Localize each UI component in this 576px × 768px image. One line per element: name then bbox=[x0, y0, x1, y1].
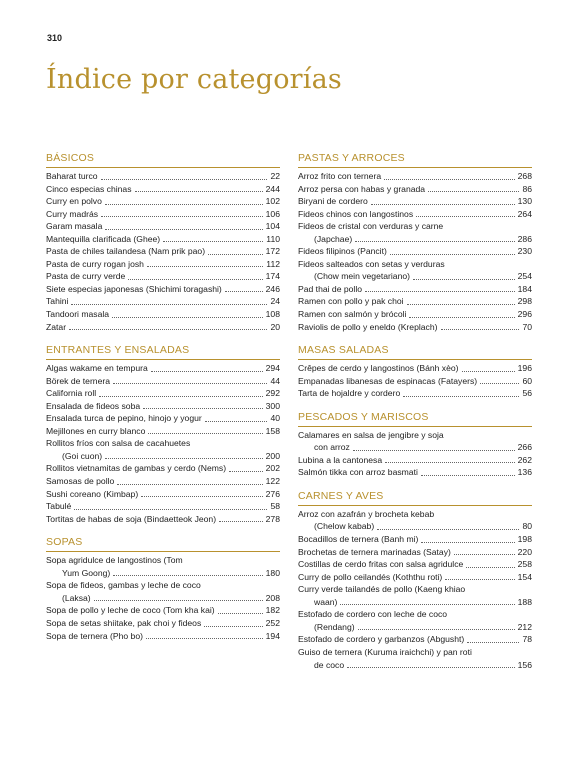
index-entry bbox=[298, 387, 532, 400]
index-entry bbox=[298, 466, 532, 479]
dot-leader bbox=[403, 396, 519, 397]
dot-leader bbox=[148, 433, 262, 434]
entry-name: Costillas de cerdo fritas con salsa agridulce bbox=[298, 559, 464, 570]
section-heading: PASTAS Y ARROCES bbox=[298, 152, 532, 168]
page-ref: 20 bbox=[270, 321, 280, 332]
entry-name: Sopa de ternera (Pho bo) bbox=[46, 630, 143, 641]
dot-leader bbox=[340, 604, 514, 605]
index-entry bbox=[46, 170, 280, 183]
section-heading: MASAS SALADAS bbox=[298, 344, 532, 360]
dot-leader bbox=[467, 642, 519, 643]
dot-leader bbox=[225, 291, 263, 292]
entry-name: (Chow mein vegetariano) bbox=[314, 271, 411, 282]
index-entry bbox=[46, 375, 280, 388]
index-entry bbox=[298, 183, 532, 196]
entry-name-line1: Curry verde tailandés de pollo (Kaeng khiao bbox=[298, 584, 466, 595]
dot-leader bbox=[421, 542, 514, 543]
dot-leader bbox=[71, 304, 267, 305]
page-ref: 156 bbox=[517, 659, 532, 670]
entry-name: Pasta de curry verde bbox=[46, 271, 126, 282]
page-ref: 220 bbox=[517, 546, 532, 557]
page-ref: 56 bbox=[522, 388, 532, 399]
index-entry bbox=[298, 608, 532, 633]
index-entry bbox=[298, 571, 532, 584]
index-entry bbox=[298, 258, 532, 283]
dot-leader bbox=[101, 216, 263, 217]
index-entry bbox=[298, 508, 532, 533]
index-entry bbox=[46, 554, 280, 579]
dot-leader bbox=[462, 371, 515, 372]
index-entry bbox=[46, 437, 280, 462]
page-ref: 300 bbox=[265, 400, 280, 411]
dot-leader bbox=[347, 667, 515, 668]
dot-leader bbox=[428, 191, 519, 192]
dot-leader bbox=[141, 496, 262, 497]
entry-name: Ramen con salmón y brócoli bbox=[298, 309, 407, 320]
entry-name: Sopa de pollo y leche de coco (Tom kha kai) bbox=[46, 605, 215, 616]
page-ref: 122 bbox=[265, 476, 280, 487]
index-entry bbox=[298, 454, 532, 467]
index-entry bbox=[46, 425, 280, 438]
dot-leader bbox=[113, 575, 262, 576]
index-entry bbox=[298, 546, 532, 559]
entry-name: Biryani de cordero bbox=[298, 196, 368, 207]
entry-name: Rollitos vietnamitas de gambas y cerdo (Nems) bbox=[46, 463, 227, 474]
dot-leader bbox=[390, 254, 515, 255]
index-entry bbox=[46, 270, 280, 283]
entry-name: Mantequilla clarificada (Ghee) bbox=[46, 233, 161, 244]
entry-name: Zatar bbox=[46, 321, 67, 332]
page-ref: 294 bbox=[265, 363, 280, 374]
index-entry bbox=[46, 617, 280, 630]
page-ref: 60 bbox=[522, 375, 532, 386]
entry-name-line1: Calamares en salsa de jengibre y soja bbox=[298, 429, 444, 440]
index-entry bbox=[46, 195, 280, 208]
index-section bbox=[298, 152, 532, 333]
dot-leader bbox=[480, 383, 519, 384]
page-ref: 44 bbox=[270, 375, 280, 386]
index-entry bbox=[46, 208, 280, 221]
page-ref: 188 bbox=[517, 596, 532, 607]
dot-leader bbox=[105, 229, 262, 230]
index-entry bbox=[298, 646, 532, 671]
dot-leader bbox=[105, 458, 263, 459]
page-ref: 108 bbox=[265, 309, 280, 320]
entry-name: (Laksa) bbox=[62, 592, 91, 603]
dot-leader bbox=[441, 329, 520, 330]
index-entry bbox=[46, 488, 280, 501]
dot-leader bbox=[358, 629, 515, 630]
index-entry bbox=[298, 362, 532, 375]
page-ref: 286 bbox=[517, 233, 532, 244]
entry-name: Fideos filipinos (Pancit) bbox=[298, 246, 387, 257]
entry-name-line1: Estofado de cordero con leche de coco bbox=[298, 609, 448, 620]
dot-leader bbox=[353, 450, 515, 451]
entry-name: Pad thai de pollo bbox=[298, 283, 363, 294]
dot-leader bbox=[143, 408, 263, 409]
index-entry bbox=[46, 220, 280, 233]
index-entry bbox=[46, 245, 280, 258]
page-ref: 130 bbox=[517, 196, 532, 207]
page-ref: 86 bbox=[522, 183, 532, 194]
page-title: Índice por categorías bbox=[46, 64, 342, 95]
entry-name: Arroz persa con habas y granada bbox=[298, 183, 426, 194]
dot-leader bbox=[385, 462, 515, 463]
entry-name: Siete especias japonesas (Shichimi toragashi) bbox=[46, 283, 222, 294]
dot-leader bbox=[355, 241, 514, 242]
index-entry bbox=[298, 295, 532, 308]
index-entry bbox=[46, 283, 280, 296]
page-ref: 202 bbox=[265, 463, 280, 474]
index-entry bbox=[298, 429, 532, 454]
index-entry bbox=[46, 295, 280, 308]
dot-leader bbox=[454, 554, 515, 555]
page-ref: 258 bbox=[517, 559, 532, 570]
index-entry bbox=[46, 258, 280, 271]
entry-name: de coco bbox=[314, 659, 345, 670]
entry-name: Mejillones en curry blanco bbox=[46, 425, 146, 436]
entry-name: Raviolis de pollo y eneldo (Kreplach) bbox=[298, 321, 438, 332]
index-entry bbox=[46, 387, 280, 400]
entry-name: Tandoori masala bbox=[46, 309, 110, 320]
entry-name: Samosas de pollo bbox=[46, 476, 115, 487]
entry-name-line1: Sopa agridulce de langostinos (Tom bbox=[46, 555, 183, 566]
index-entry bbox=[46, 630, 280, 643]
entry-name: Cinco especias chinas bbox=[46, 183, 132, 194]
section-heading: ENTRANTES Y ENSALADAS bbox=[46, 344, 280, 360]
dot-leader bbox=[208, 254, 263, 255]
entry-name: Empanadas libanesas de espinacas (Fatayers) bbox=[298, 375, 478, 386]
entry-name: Garam masala bbox=[46, 221, 103, 232]
dot-leader bbox=[94, 600, 263, 601]
page-ref: 70 bbox=[522, 321, 532, 332]
dot-leader bbox=[147, 266, 263, 267]
page-ref: 102 bbox=[265, 196, 280, 207]
page-ref: 244 bbox=[265, 183, 280, 194]
dot-leader bbox=[377, 529, 519, 530]
page-ref: 112 bbox=[266, 258, 280, 269]
index-entry bbox=[298, 220, 532, 245]
section-heading: PESCADOS Y MARISCOS bbox=[298, 411, 532, 427]
dot-leader bbox=[74, 509, 267, 510]
entry-name: Fideos chinos con langostinos bbox=[298, 208, 414, 219]
section-heading: SOPAS bbox=[46, 536, 280, 552]
entry-name: (Goi cuon) bbox=[62, 450, 103, 461]
page-ref: 212 bbox=[517, 621, 532, 632]
entry-name: (Rendang) bbox=[314, 621, 355, 632]
index-section bbox=[298, 490, 532, 671]
page-ref: 264 bbox=[517, 208, 532, 219]
entry-name: California roll bbox=[46, 388, 97, 399]
index-entry bbox=[298, 245, 532, 258]
right-column bbox=[298, 152, 532, 682]
index-entry bbox=[46, 183, 280, 196]
dot-leader bbox=[105, 204, 263, 205]
page-number: 310 bbox=[47, 33, 63, 43]
index-entry bbox=[298, 195, 532, 208]
page-ref: 136 bbox=[517, 467, 532, 478]
page-ref: 158 bbox=[265, 425, 280, 436]
dot-leader bbox=[413, 279, 515, 280]
entry-name: Salmón tikka con arroz basmati bbox=[298, 467, 418, 478]
dot-leader bbox=[151, 371, 263, 372]
entry-name: Börek de ternera bbox=[46, 375, 111, 386]
index-section bbox=[298, 344, 532, 400]
page-ref: 254 bbox=[517, 271, 532, 282]
dot-leader bbox=[409, 317, 514, 318]
index-entry bbox=[298, 533, 532, 546]
page-ref: 198 bbox=[517, 534, 532, 545]
section-heading: CARNES Y AVES bbox=[298, 490, 532, 506]
dot-leader bbox=[445, 579, 514, 580]
index-entry bbox=[46, 513, 280, 526]
index-entry bbox=[46, 233, 280, 246]
page-ref: 184 bbox=[517, 283, 532, 294]
page-ref: 174 bbox=[265, 271, 280, 282]
page-ref: 172 bbox=[265, 246, 280, 257]
page-ref: 276 bbox=[265, 488, 280, 499]
page-ref: 230 bbox=[517, 246, 532, 257]
index-entry bbox=[46, 500, 280, 513]
index-entry bbox=[46, 400, 280, 413]
index-entry bbox=[298, 308, 532, 321]
dot-leader bbox=[218, 613, 263, 614]
dot-leader bbox=[112, 317, 263, 318]
index-entry bbox=[298, 633, 532, 646]
page-ref: 292 bbox=[265, 388, 280, 399]
dot-leader bbox=[163, 241, 263, 242]
entry-name: Curry de pollo ceilandés (Koththu roti) bbox=[298, 571, 443, 582]
page-ref: 252 bbox=[265, 617, 280, 628]
entry-name: Ramen con pollo y pak choi bbox=[298, 296, 404, 307]
entry-name-line1: Rollitos fríos con salsa de cacahuetes bbox=[46, 438, 191, 449]
entry-name: Pasta de curry rogan josh bbox=[46, 258, 144, 269]
page-ref: 296 bbox=[517, 309, 532, 320]
dot-leader bbox=[146, 638, 263, 639]
page-ref: 154 bbox=[517, 571, 532, 582]
index-entry bbox=[46, 321, 280, 334]
entry-name: Ensalada turca de pepino, hinojo y yogur bbox=[46, 413, 202, 424]
dot-leader bbox=[229, 471, 263, 472]
entry-name: Tortitas de habas de soja (Bindaetteok Jeon) bbox=[46, 513, 217, 524]
entry-name: (Chelow kabab) bbox=[314, 521, 375, 532]
index-entry bbox=[46, 579, 280, 604]
page-ref: 266 bbox=[517, 442, 532, 453]
index-entry bbox=[298, 321, 532, 334]
entry-name: Sopa de setas shiitake, pak choi y fideos bbox=[46, 617, 202, 628]
dot-leader bbox=[117, 484, 262, 485]
index-entry bbox=[46, 475, 280, 488]
dot-leader bbox=[219, 521, 263, 522]
dot-leader bbox=[407, 304, 515, 305]
page-ref: 180 bbox=[265, 567, 280, 578]
index-entry bbox=[298, 583, 532, 608]
entry-name: Bocadillos de ternera (Banh mi) bbox=[298, 534, 419, 545]
dot-leader bbox=[205, 421, 268, 422]
entry-name: Curry madrás bbox=[46, 208, 99, 219]
entry-name: Pasta de chiles tailandesa (Nam prik pao) bbox=[46, 246, 206, 257]
dot-leader bbox=[128, 279, 262, 280]
entry-name-line1: Arroz con azafrán y brocheta kebab bbox=[298, 508, 435, 519]
entry-name: Curry en polvo bbox=[46, 196, 102, 207]
dot-leader bbox=[113, 383, 267, 384]
entry-name-line1: Fideos salteados con setas y verduras bbox=[298, 258, 445, 269]
page-ref: 58 bbox=[270, 501, 280, 512]
dot-leader bbox=[135, 191, 263, 192]
index-entry bbox=[298, 558, 532, 571]
dot-leader bbox=[204, 626, 262, 627]
entry-name: Tabulé bbox=[46, 501, 72, 512]
dot-leader bbox=[101, 179, 268, 180]
entry-name: Ensalada de fideos soba bbox=[46, 400, 141, 411]
page-ref: 110 bbox=[266, 233, 280, 244]
page-ref: 182 bbox=[265, 605, 280, 616]
index-entry bbox=[298, 375, 532, 388]
page-ref: 208 bbox=[265, 592, 280, 603]
index-entry bbox=[46, 462, 280, 475]
entry-name-line1: Guiso de ternera (Kuruma iraichchi) y pan roti bbox=[298, 646, 472, 657]
index-entry bbox=[46, 412, 280, 425]
page-ref: 194 bbox=[265, 630, 280, 641]
dot-leader bbox=[371, 204, 515, 205]
left-column bbox=[46, 152, 280, 653]
index-section bbox=[46, 344, 280, 525]
entry-name: Algas wakame en tempura bbox=[46, 363, 148, 374]
entry-name: Estofado de cordero y garbanzos (Abgusht) bbox=[298, 634, 465, 645]
page-ref: 22 bbox=[270, 171, 280, 181]
dot-leader bbox=[384, 179, 515, 180]
page-ref: 80 bbox=[522, 521, 532, 532]
page-ref: 40 bbox=[270, 413, 280, 424]
entry-name: waan) bbox=[314, 596, 338, 607]
entry-name: Sushi coreano (Kimbap) bbox=[46, 488, 139, 499]
page-ref: 200 bbox=[265, 450, 280, 461]
entry-name: Tarta de hojaldre y cordero bbox=[298, 388, 401, 399]
section-heading: BÁSICOS bbox=[46, 152, 280, 168]
page-ref: 268 bbox=[517, 171, 532, 181]
page-ref: 106 bbox=[265, 208, 280, 219]
page-ref: 262 bbox=[517, 454, 532, 465]
page-ref: 298 bbox=[517, 296, 532, 307]
page-ref: 104 bbox=[265, 221, 280, 232]
entry-name: Yum Goong) bbox=[62, 567, 111, 578]
entry-name: Tahini bbox=[46, 296, 69, 307]
dot-leader bbox=[99, 396, 263, 397]
index-entry bbox=[46, 604, 280, 617]
dot-leader bbox=[466, 567, 514, 568]
page-ref: 278 bbox=[265, 513, 280, 524]
entry-name-line1: Sopa de fideos, gambas y leche de coco bbox=[46, 580, 201, 591]
dot-leader bbox=[365, 291, 515, 292]
index-section bbox=[298, 411, 532, 479]
entry-name-line1: Fideos de cristal con verduras y carne bbox=[298, 221, 444, 232]
index-section bbox=[46, 152, 280, 333]
index-entry bbox=[298, 208, 532, 221]
page-ref: 196 bbox=[517, 363, 532, 374]
entry-name: Crêpes de cerdo y langostinos (Bánh xèo) bbox=[298, 363, 459, 374]
dot-leader bbox=[421, 475, 515, 476]
entry-name: Arroz frito con ternera bbox=[298, 171, 382, 181]
dot-leader bbox=[69, 329, 267, 330]
index-section bbox=[46, 536, 280, 642]
index-entry bbox=[298, 283, 532, 296]
page-ref: 78 bbox=[522, 634, 532, 645]
index-entry bbox=[298, 170, 532, 183]
index-entry bbox=[46, 362, 280, 375]
page-ref: 246 bbox=[265, 283, 280, 294]
entry-name: con arroz bbox=[314, 442, 350, 453]
entry-name: Brochetas de ternera marinadas (Satay) bbox=[298, 546, 451, 557]
dot-leader bbox=[416, 216, 515, 217]
entry-name: Baharat turco bbox=[46, 171, 98, 181]
index-entry bbox=[46, 308, 280, 321]
page-ref: 24 bbox=[270, 296, 280, 307]
entry-name: (Japchae) bbox=[314, 233, 353, 244]
entry-name: Lubina a la cantonesa bbox=[298, 454, 383, 465]
